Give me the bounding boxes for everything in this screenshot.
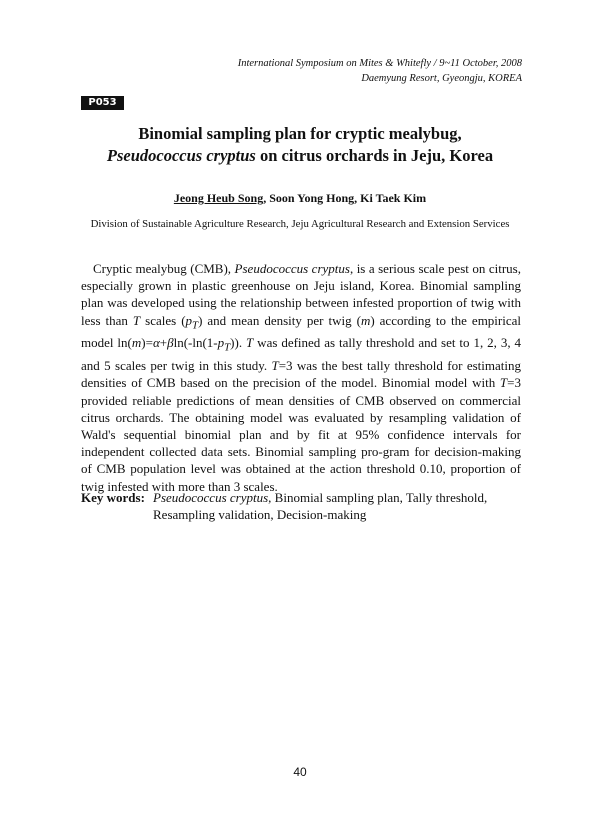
- abstract-paragraph: Cryptic mealybug (CMB), Pseudococcus cryptus, is a serious scale pest on citrus, especially grown in plastic greenhouse on Jeju island, Korea. Binomial sampling plan was developed using the relationship between infested proportion of twig with less than T scales $(p_T)$ and mean density per twig (m) according to the empirical model $\ln(m)=\alpha+\beta\ln(-\ln(1-p_T))$. T was defined as tally threshold and set to 1, 2, 3, 4 and 5 scales per twig in this study. T=3 was the best tally threshold for estimating densities of CMB based on the precision of the model. Binomial model with T=3 provided reliable predictions of mean densities of CMB observed on commercial citrus orchards. The obtaining model was evaluated by resampling validation of Wald's sequential binomial plan and by fit at 95% confidence intervals for independent collected data sets. Binomial sampling pro-gram for decision-making of CMB population level was obtained at the action threshold 0.10, proportion of twig infested with more than 3 scales.: [81, 261, 522, 494]
- conference-header: [238, 56, 522, 86]
- paper-title: [60, 123, 540, 167]
- keyword-species: Pseudococcus cryptus: [153, 490, 269, 505]
- presenting-author: Jeong Heub Song: [173, 191, 264, 205]
- affiliation: Division of Sustainable Agriculture Research, Jeju Agricultural Research and Extension Services: [90, 218, 510, 230]
- abstract-species: Pseudococcus cryptus: [234, 261, 350, 276]
- title-species: Pseudococcus cryptus: [106, 146, 256, 165]
- title-line2: [60, 145, 540, 167]
- title-line2-rest: on citrus orchards in Jeju, Korea: [255, 146, 494, 165]
- conference-header-line1: International Symposium on Mites & Whitefly / 9~11 October, 2008: [237, 58, 522, 69]
- keywords-text: Pseudococcus cryptus, Binomial sampling plan, Tally threshold, Resampling validation, Decision-making: [153, 490, 488, 522]
- keywords-label: Key words:: [81, 490, 145, 505]
- title-line1: Binomial sampling plan for cryptic mealybug,: [138, 124, 462, 143]
- abstract: [81, 260, 521, 495]
- poster-id-badge: P053: [81, 96, 124, 110]
- author-list: [60, 191, 540, 206]
- conference-header-line2: Daemyung Resort, Gyeongju, KOREA: [361, 73, 522, 84]
- co-authors: , Soon Yong Hong, Ki Taek Kim: [263, 191, 427, 205]
- keywords: [81, 489, 531, 523]
- page-number: 40: [293, 765, 307, 779]
